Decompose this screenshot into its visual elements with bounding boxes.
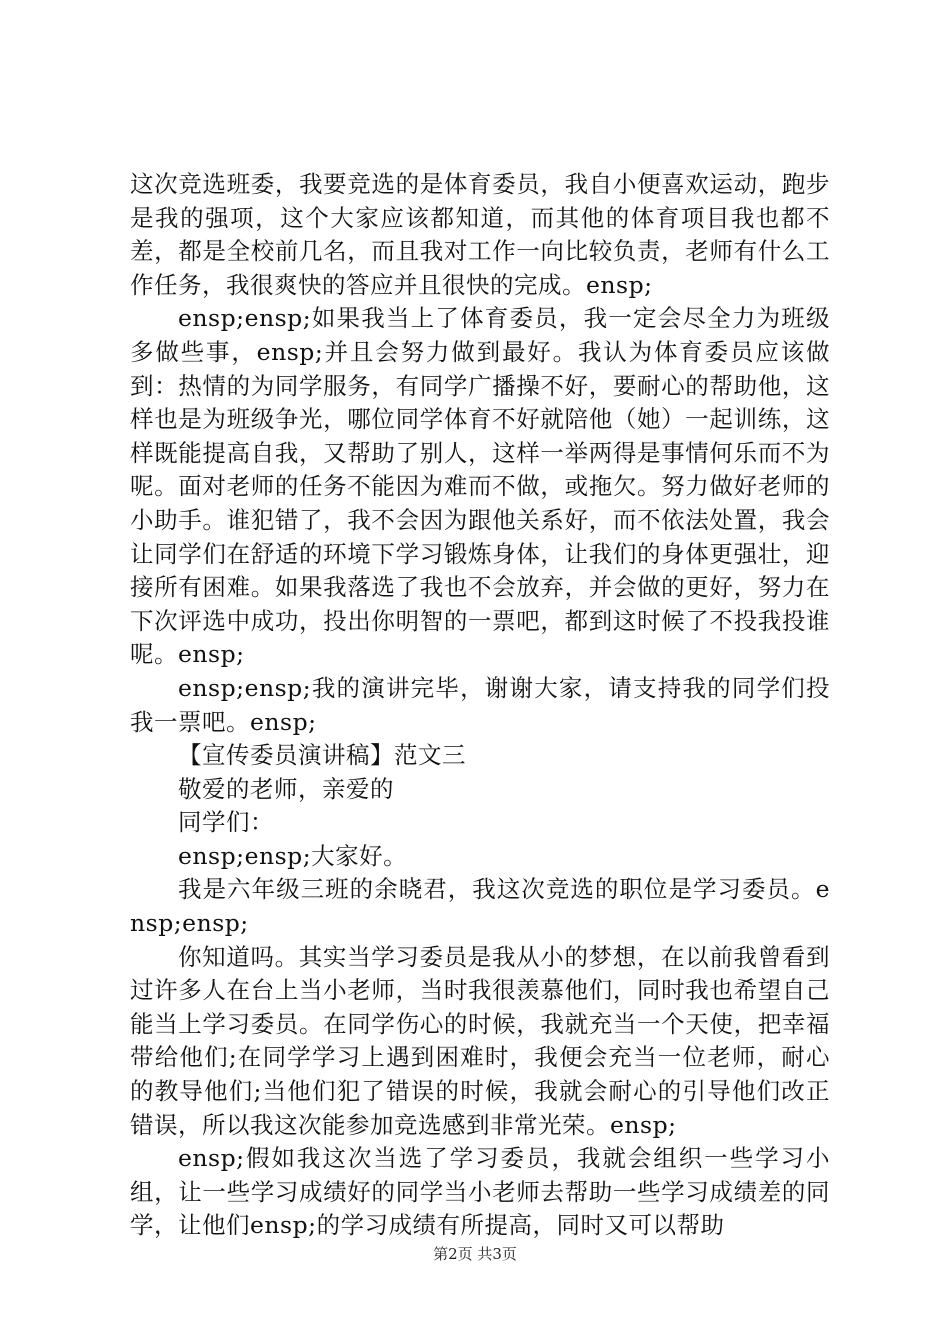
salutation-line: 敬爱的老师，亲爱的 <box>178 774 394 803</box>
greeting-line: ensp;ensp;大家好。 <box>178 841 408 870</box>
paragraph: 这次竞选班委，我要竞选的是体育委员，我自小便喜欢运动，跑步是我的强项，这个大家应该都知道，而其他的体育项目我也都不差，都是全校前几名，而且我对工作一向比较负责，老师有什么工作任务，我很爽快的答应并且很快的完成。ensp; <box>130 170 830 299</box>
page-footer <box>0 1243 950 1264</box>
paragraph: 你知道吗。其实当学习委员是我从小的梦想，在以前我曾看到过许多人在台上当小老师，当时我很羡慕他们，同时我也希望自己能当上学习委员。在同学伤心的时候，我就充当一个天使，把幸福带给他们;在同学学习上遇到困难时，我便会充当一位老师，耐心的教导他们;当他们犯了错误的时候，我就会耐心的引导他们改正错误，所以我这次能参加竞选感到非常光荣。ensp; <box>130 942 830 1139</box>
page-number-label: 第2页 共3页 <box>433 1245 517 1263</box>
paragraph: ensp;ensp;如果我当上了体育委员，我一定会尽全力为班级多做些事，ensp;并且会努力做到最好。我认为体育委员应该做到：热情的为同学服务，有同学广播操不好，要耐心的帮助他，这样也是为班级争光，哪位同学体育不好就陪他（她）一起训练，这样既能提高自我，又帮助了别人，这样一举两得是事情何乐而不为呢。面对老师的任务不能因为难而不做，或拖欠。努力做好老师的小助手。谁犯错了，我不会因为跟他关系好，而不依法处置，我会让同学们在舒适的环境下学习锻炼身体，让我们的身体更强壮，迎接所有困难。如果我落选了我也不会放弃，并会做的更好，努力在下次评选中成功，投出你明智的一票吧，都到这时候了不投我投谁呢。ensp; <box>130 304 830 669</box>
paragraph: 我是六年级三班的余晓君，我这次竞选的职位是学习委员。ensp;ensp; <box>130 875 830 938</box>
paragraph: ensp;ensp;我的演讲完毕，谢谢大家，请支持我的同学们投我一票吧。ensp; <box>130 673 830 736</box>
document-body <box>130 168 830 1243</box>
salutation-line: 同学们： <box>178 808 274 837</box>
section-heading: 【宣传委员演讲稿】范文三 <box>178 741 466 770</box>
paragraph: ensp;假如我这次当选了学习委员，我就会组织一些学习小组，让一些学习成绩好的同学当小老师去帮助一些学习成绩差的同学，让他们ensp;的学习成绩有所提高，同时又可以帮助 <box>130 1144 830 1240</box>
